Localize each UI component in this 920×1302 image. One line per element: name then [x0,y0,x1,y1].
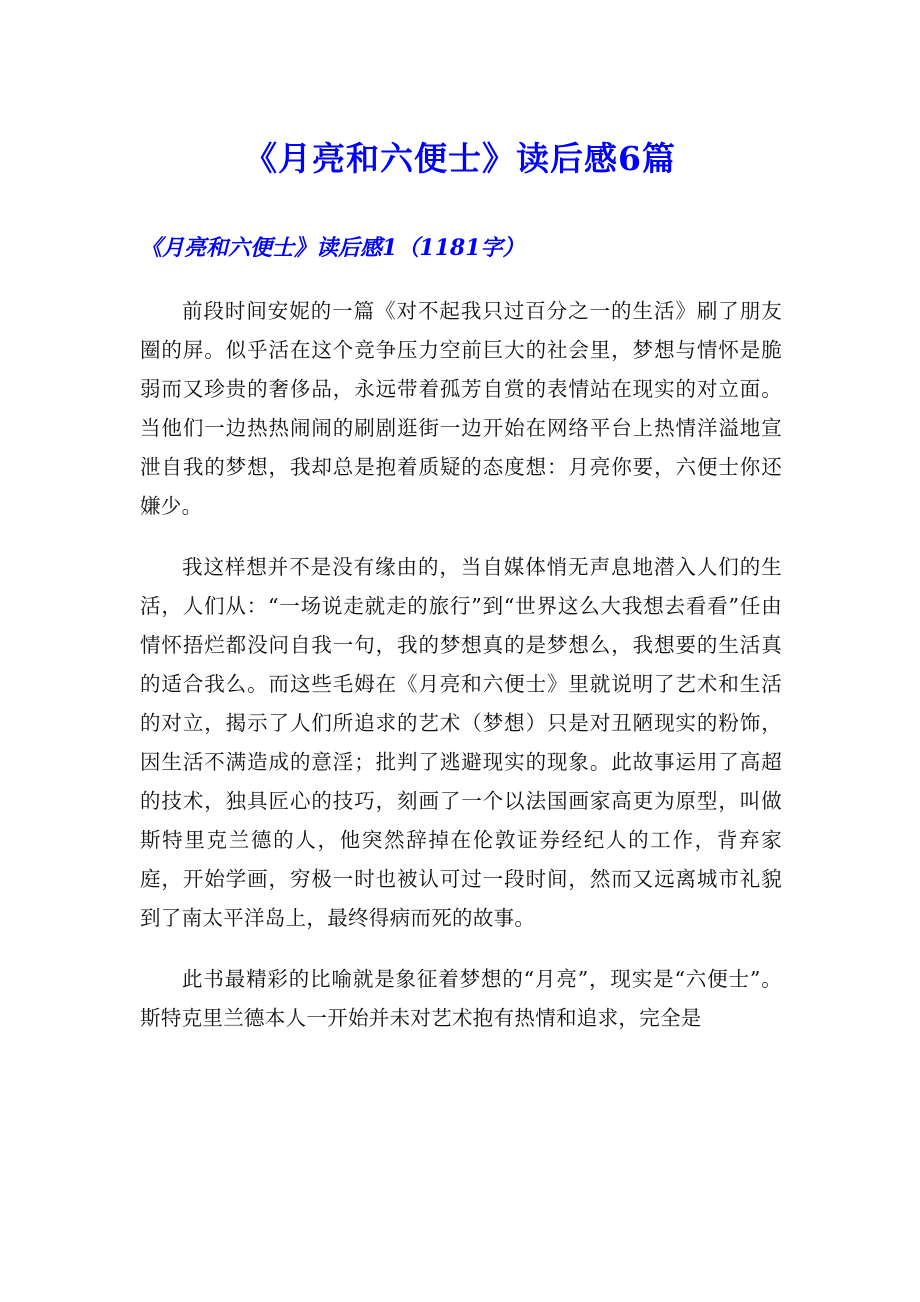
paragraph-1: 前段时间安妮的一篇《对不起我只过百分之一的生活》刷了朋友圈的屏。似乎活在这个竞争压力空前巨大的社会里，梦想与情怀是脆弱而又珍贵的奢侈品，永远带着孤芳自赏的表情站在现实的对立面。当他们一边热热闹闹的刷剧逛街一边开始在网络平台上热情洋溢地宣泄自我的梦想，我却总是抱着质疑的态度想：月亮你要，六便士你还嫌少。 [140,299,782,518]
paragraph-3: 此书最精彩的比喻就是象征着梦想的“月亮”，现实是“六便士”。斯特克里兰德本人一开始并未对艺术抱有热情和追求，完全是 [140,967,782,1030]
document-title: 《月亮和六便士》读后感6篇 [244,139,676,178]
section-heading: 《月亮和六便士》读后感1（1181字） [140,235,525,261]
document-body [140,292,782,1060]
paragraph-2: 我这样想并不是没有缘由的，当自媒体悄无声息地潜入人们的生活，人们从：“一场说走就走的旅行”到“世界这么大我想去看看”任由情怀捂烂都没问自我一句，我的梦想真的是梦想么，我想要的生活真的适合我么。而这些毛姆在《月亮和六便士》里就说明了艺术和生活的对立，揭示了人们所追求的艺术（梦想）只是对丑陋现实的粉饰，因生活不满造成的意淫；批判了逃避现实的现象。此故事运用了高超的技术，独具匠心的技巧，刻画了一个以法国画家高更为原型，叫做斯特里克兰德的人，他突然辞掉在伦敦证券经纪人的工作，背弃家庭，开始学画，穷极一时也被认可过一段时间，然而又远离城市礼貌到了南太平洋岛上，最终得病而死的故事。 [140,555,782,930]
